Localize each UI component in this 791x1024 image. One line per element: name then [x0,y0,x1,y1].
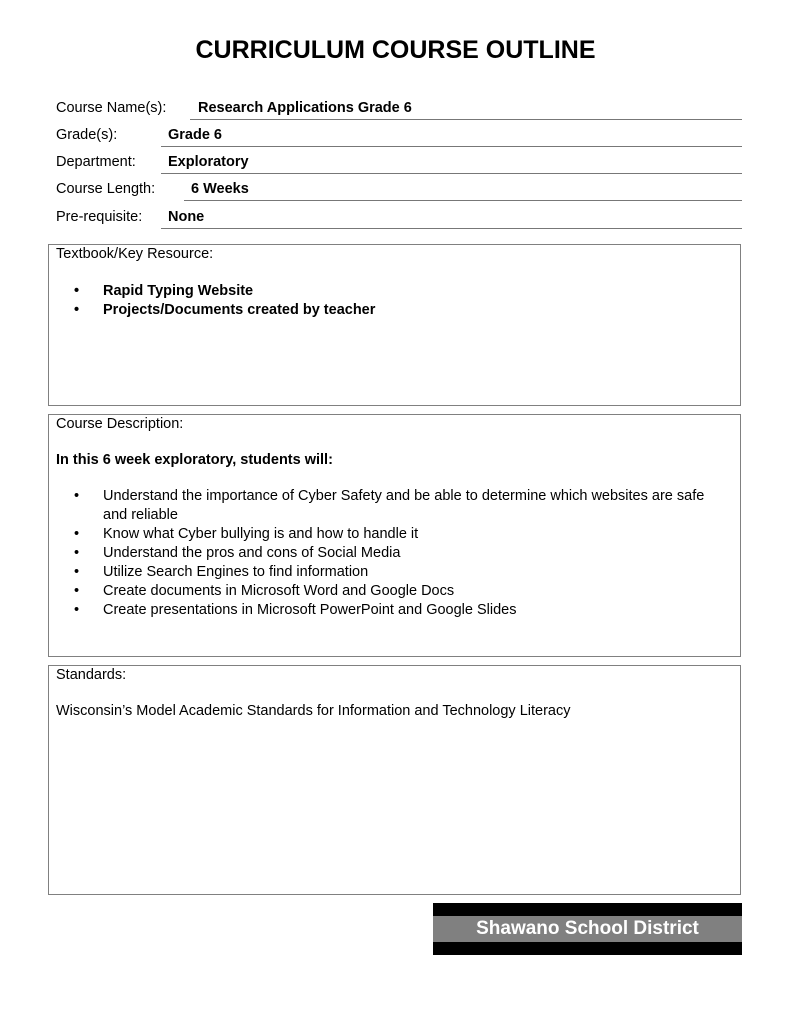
underline [184,200,742,201]
list-item: • Understand the importance of Cyber Safety and be able to determine which websites are safe and reliable [74,487,714,525]
underline [161,173,742,174]
standards-box [48,665,741,895]
field-label: Department: [56,154,136,170]
underline [161,146,742,147]
field-value: Exploratory [168,154,249,170]
list-item: • Understand the pros and cons of Social Media [74,544,714,563]
description-heading: Course Description: [56,416,184,432]
field-value: Grade 6 [168,127,222,143]
textbook-list [74,282,375,320]
underline [161,228,742,229]
list-item: • Projects/Documents created by teacher [74,301,375,320]
field-value: Research Applications Grade 6 [198,100,412,116]
course-description-box [48,414,741,657]
standards-text: Wisconsin’s Model Academic Standards for Information and Technology Literacy [56,703,571,719]
list-item: • Utilize Search Engines to find information [74,563,714,582]
list-item: • Know what Cyber bullying is and how to handle it [74,525,714,544]
textbook-heading: Textbook/Key Resource: [56,246,214,262]
district-banner [433,903,742,955]
district-name: Shawano School District [433,916,742,942]
list-item: • Create presentations in Microsoft PowerPoint and Google Slides [74,601,714,620]
textbook-box [48,244,741,406]
description-list [74,487,714,620]
standards-heading: Standards: [56,667,127,683]
field-value: None [168,209,205,225]
underline [190,119,742,120]
list-item: • Create documents in Microsoft Word and Google Docs [74,582,714,601]
field-label: Grade(s): [56,127,118,143]
list-item: • Rapid Typing Website [74,282,375,301]
field-label: Pre-requisite: [56,209,143,225]
page-title: CURRICULUM COURSE OUTLINE [195,36,596,64]
field-label: Course Length: [56,181,156,197]
field-label: Course Name(s): [56,100,167,116]
description-intro: In this 6 week exploratory, students will: [56,452,333,468]
field-value: 6 Weeks [191,181,249,197]
